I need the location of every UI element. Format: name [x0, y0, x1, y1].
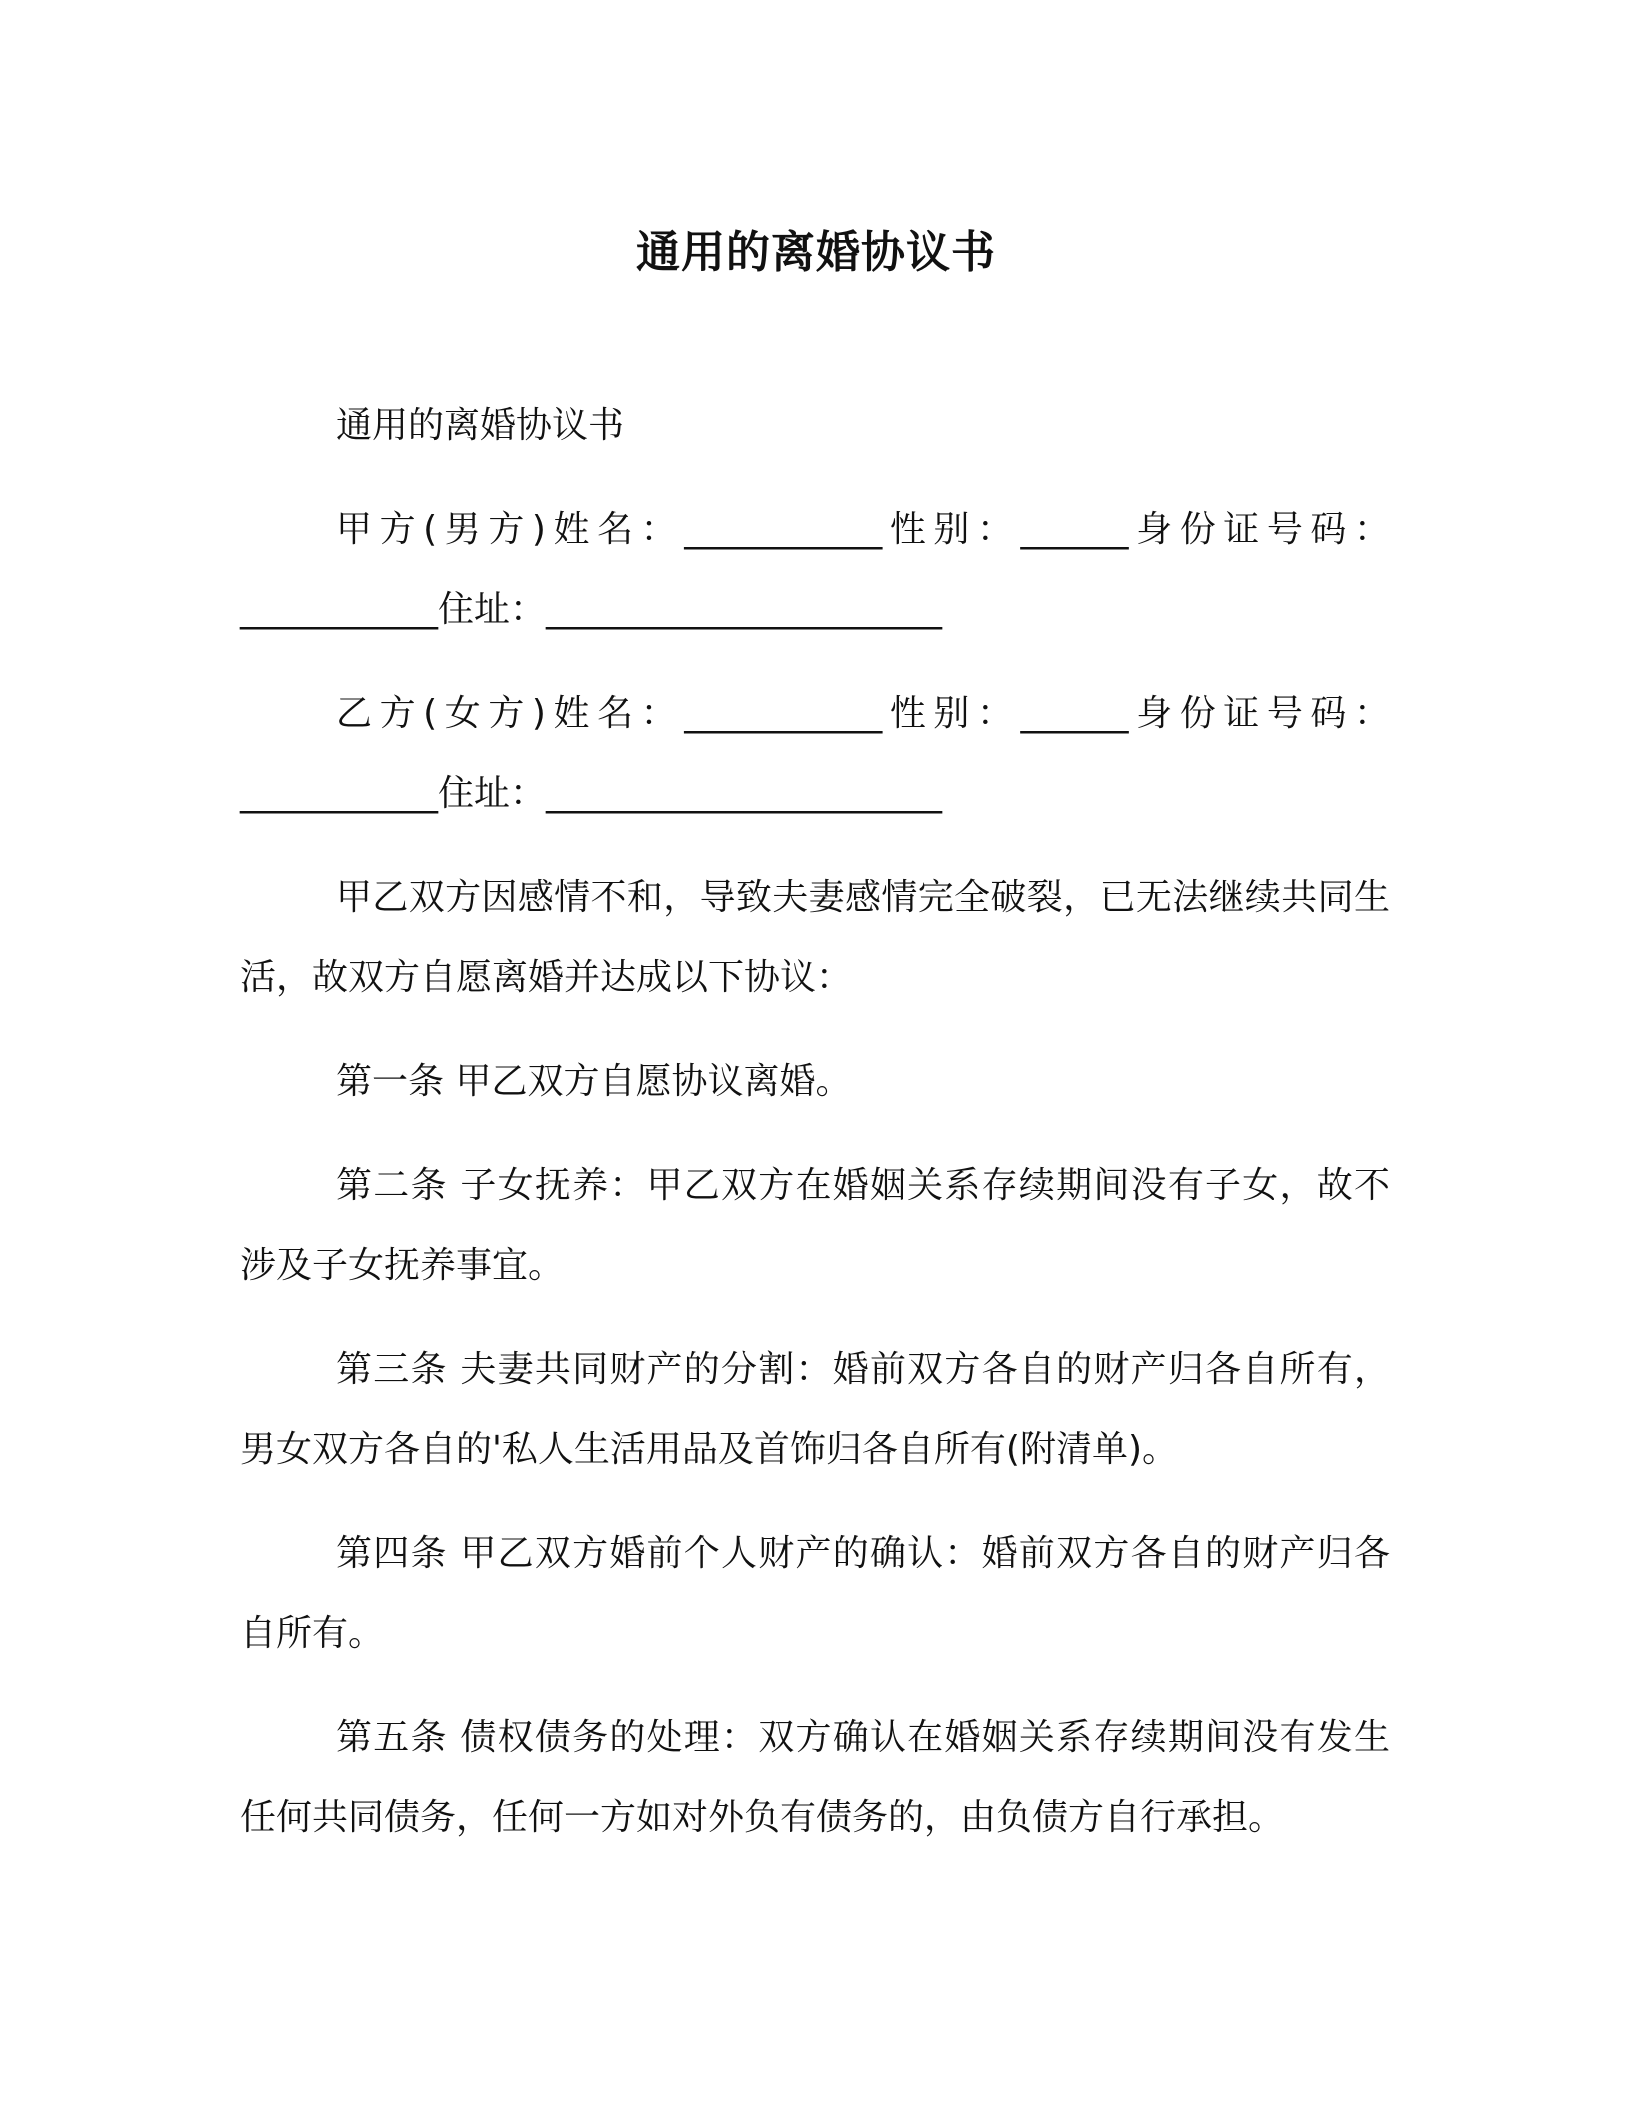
document-body [240, 386, 1390, 1882]
article-2: 第二条 子女抚养：甲乙双方在婚姻关系存续期间没有子女，故不涉及子女抚养事宜。 [240, 1165, 1390, 1286]
preamble-paragraph: 甲乙双方因感情不和，导致夫妻感情完全破裂，已无法继续共同生活，故双方自愿离婚并达成以下协议： [240, 877, 1390, 998]
article-4: 第四条 甲乙双方婚前个人财产的确认：婚前双方各自的财产归各自所有。 [240, 1533, 1390, 1654]
party-a-info: 甲方(男方)姓名：___________性别：______身份证号码：___________住址：______________________ [240, 509, 1390, 630]
document-subtitle: 通用的离婚协议书 [336, 405, 625, 446]
article-1: 第一条 甲乙双方自愿协议离婚。 [336, 1061, 852, 1102]
document-title: 通用的离婚协议书 [636, 227, 996, 278]
article-5: 第五条 债权债务的处理：双方确认在婚姻关系存续期间没有发生任何共同债务，任何一方如对外负有债务的，由负债方自行承担。 [240, 1717, 1390, 1838]
party-b-info: 乙方(女方)姓名：___________性别：______身份证号码：___________住址：______________________ [240, 693, 1390, 814]
article-3: 第三条 夫妻共同财产的分割：婚前双方各自的财产归各自所有，男女双方各自的'私人生活用品及首饰归各自所有(附清单)。 [240, 1349, 1390, 1470]
